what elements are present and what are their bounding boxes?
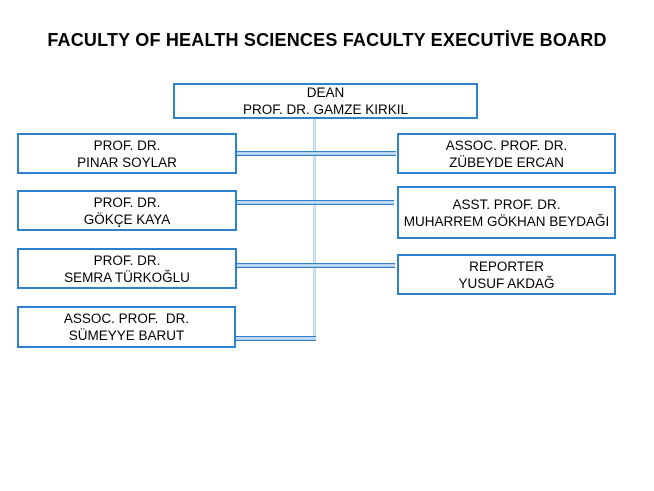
org-box-role: ASST. PROF. DR.	[452, 196, 561, 212]
org-box-member-right-3	[397, 254, 616, 295]
org-box-role: PROF. DR.	[93, 252, 161, 268]
org-box-member-right-2	[397, 186, 616, 239]
org-box-role: ASSOC. PROF. DR.	[63, 311, 190, 326]
org-box-role: PROF. DR.	[93, 194, 161, 210]
connector-row1	[236, 151, 396, 156]
org-box-member-left-4	[17, 306, 236, 348]
org-box-name: SÜMEYYE BARUT	[68, 328, 185, 343]
connector-row2	[236, 200, 394, 205]
org-box-name: GÖKÇE KAYA	[83, 211, 171, 227]
org-box-member-right-1	[397, 133, 616, 174]
org-box-role: ASSOC. PROF. DR.	[445, 137, 568, 153]
connector-row4	[233, 336, 316, 341]
org-box-name: SEMRA TÜRKOĞLU	[64, 269, 190, 285]
connector-row3	[236, 263, 395, 268]
org-box-role: REPORTER	[469, 258, 544, 274]
org-box-name: PROF. DR. GAMZE KIRKIL	[242, 102, 409, 117]
org-box-member-left-2	[17, 190, 237, 231]
page-title: FACULTY OF HEALTH SCIENCES FACULTY EXECUTİVE BOARD	[47, 30, 607, 50]
org-box-name: ZÜBEYDE ERCAN	[449, 154, 564, 170]
org-box-role: DEAN	[306, 85, 345, 100]
org-box-role: PROF. DR.	[93, 137, 161, 153]
org-box-member-left-3	[17, 248, 237, 289]
org-box-name: YUSUF AKDAĞ	[458, 275, 555, 291]
org-box-dean	[173, 83, 478, 119]
org-box-name: MUHARREM GÖKHAN BEYDAĞI	[403, 213, 610, 229]
org-box-member-left-1	[17, 133, 237, 174]
org-box-name: PINAR SOYLAR	[77, 154, 177, 170]
